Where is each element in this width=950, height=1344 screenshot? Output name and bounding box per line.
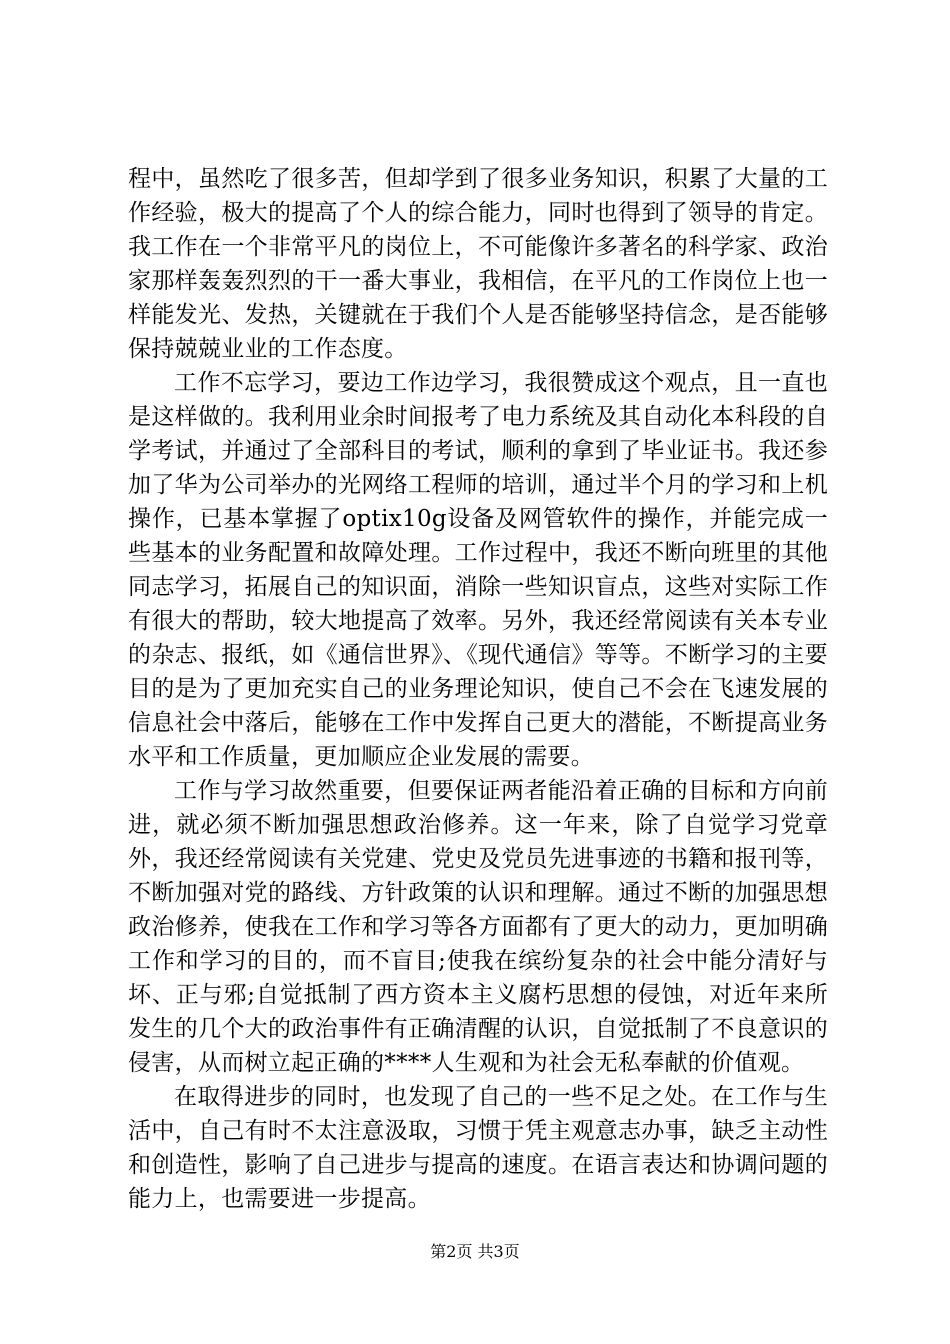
paragraph-4: 在取得进步的同时，也发现了自己的一些不足之处。在工作与生活中，自己有时不太注意汲取，习惯于凭主观意志办事，缺乏主动性和创造性，影响了自己进步与提高的速度。在语言表达和协调问题的能力上，也需要进一步提高。 <box>128 1084 828 1212</box>
paragraph-1: 程中，虽然吃了很多苦，但却学到了很多业务知识，积累了大量的工作经验，极大的提高了个人的综合能力，同时也得到了领导的肯定。我工作在一个非常平凡的岗位上，不可能像许多著名的科学家、政治家那样轰轰烈烈的干一番大事业，我相信，在平凡的工作岗位上也一样能发光、发热，关键就在于我们个人是否能够坚持信念，是否能够保持兢兢业业的工作态度。 <box>128 166 828 362</box>
paragraph-2: 工作不忘学习，要边工作边学习，我很赞成这个观点，且一直也是这样做的。我利用业余时间报考了电力系统及其自动化本科段的自学考试，并通过了全部科目的考试，顺利的拿到了毕业证书。我还参加了华为公司举办的光网络工程师的培训，通过半个月的学习和上机操作，已基本掌握了optix10g设备及网管软件的操作，并能完成一些基本的业务配置和故障处理。工作过程中，我还不断向班里的其他同志学习，拓展自己的知识面，消除一些知识盲点，这些对实际工作有很大的帮助，较大地提高了效率。另外，我还经常阅读有关本专业的杂志、报纸，如《通信世界》、《现代通信》等等。不断学习的主要目的是为了更加充实自己的业务理论知识，使自己不会在飞速发展的信息社会中落后，能够在工作中发挥自己更大的潜能，不断提高业务水平和工作质量，更加顺应企业发展的需要。 <box>128 370 828 770</box>
page-number-footer: 第2页 共3页 <box>430 1242 520 1261</box>
document-body <box>128 162 828 1216</box>
paragraph-3: 工作与学习故然重要，但要保证两者能沿着正确的目标和方向前进，就必须不断加强思想政治修养。这一年来，除了自觉学习党章外，我还经常阅读有关党建、党史及党员先进事迹的书籍和报刊等，不断加强对党的路线、方针政策的认识和理解。通过不断的加强思想政治修养，使我在工作和学习等各方面都有了更大的动力，更加明确工作和学习的目的，而不盲目;使我在缤纷复杂的社会中能分清好与坏、正与邪;自觉抵制了西方资本主义腐朽思想的侵蚀，对近年来所发生的几个大的政治事件有正确清醒的认识，自觉抵制了不良意识的侵害，从而树立起正确的****人生观和为社会无私奉献的价值观。 <box>128 778 828 1076</box>
